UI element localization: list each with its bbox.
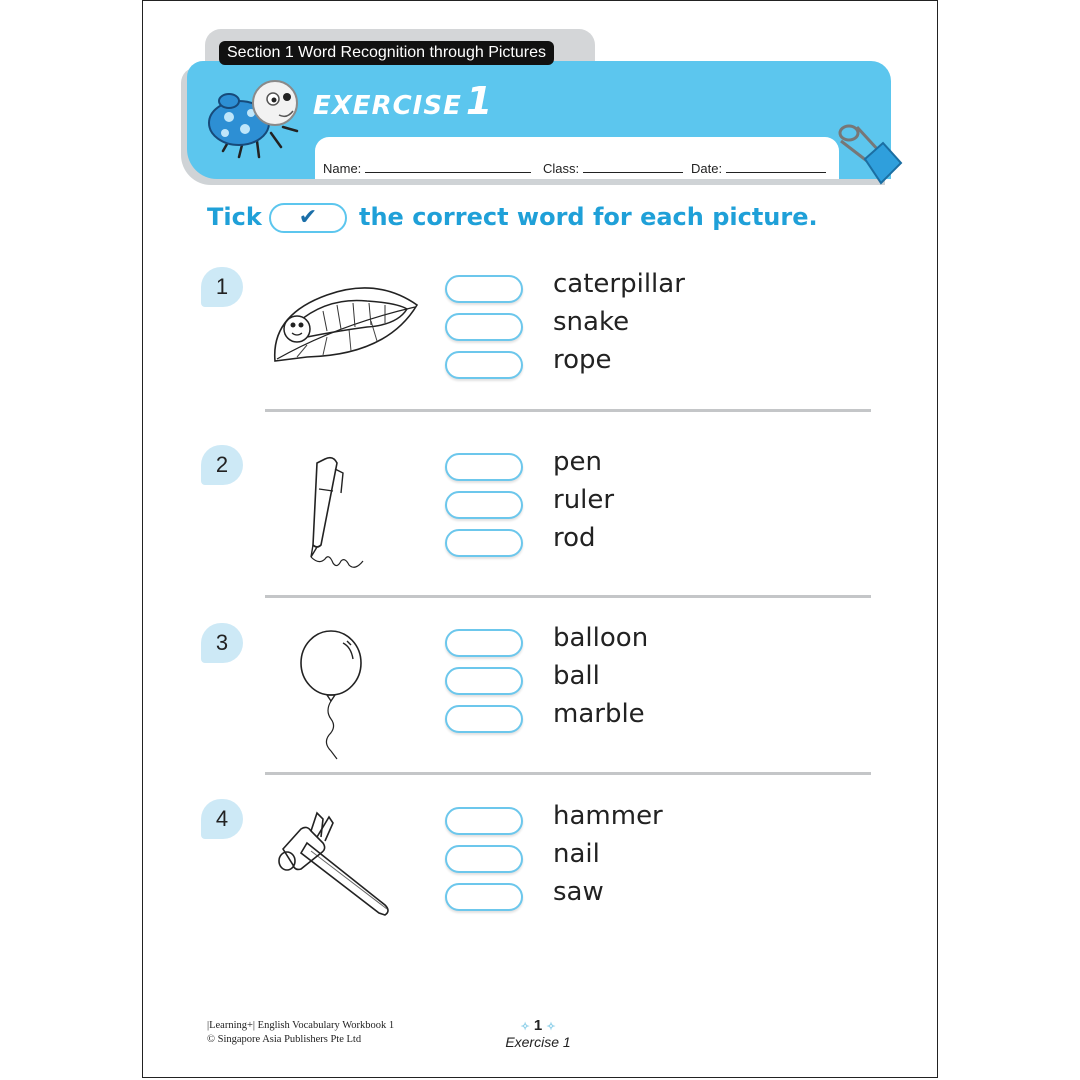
section-label: Section 1 Word Recognition through Pictures [219,41,554,65]
option-word: snake [553,307,630,337]
exercise-number: 1 [465,79,494,123]
option-word: nail [553,839,600,869]
page-number-line [483,1017,593,1034]
answer-checkbox[interactable] [445,275,523,303]
option-word: ruler [553,485,615,515]
footer-copyright: © Singapore Asia Publishers Pte Ltd [207,1034,362,1045]
diamond-icon: ✧ [520,1021,530,1033]
answer-checkbox[interactable] [445,807,523,835]
footer-exercise-label: Exercise 1 [505,1034,571,1050]
option-word: ball [553,661,600,691]
question-number: 4 [201,799,243,839]
instruction-tick-word: Tick [207,203,262,231]
answer-checkbox[interactable] [445,351,523,379]
binder-clip-icon [835,121,905,191]
pen-picture [267,453,427,577]
answer-checkbox[interactable] [445,529,523,557]
question-separator [265,595,871,598]
worksheet-page [142,0,938,1078]
class-label: Class: [543,161,580,176]
name-line[interactable] [365,162,531,173]
caterpillar-leaf-picture [267,275,427,365]
exercise-title [313,79,493,123]
footer-credits [207,1019,394,1047]
question-number: 2 [201,445,243,485]
option-word: balloon [553,623,649,653]
question-4 [143,799,939,949]
answer-checkbox[interactable] [445,883,523,911]
date-field[interactable] [691,161,826,176]
question-separator [265,772,871,775]
option-word: pen [553,447,602,477]
option-word: caterpillar [553,269,685,299]
question-1 [143,267,939,417]
footer-page-info [483,1017,593,1050]
question-separator [265,409,871,412]
instruction-text: the correct word for each picture. [359,203,818,231]
option-word: hammer [553,801,663,831]
question-3 [143,623,939,773]
option-word: marble [553,699,645,729]
hammer-picture [267,809,427,919]
answer-checkbox[interactable] [445,845,523,873]
option-word: rope [553,345,612,375]
question-number: 3 [201,623,243,663]
exercise-word: EXERCISE [313,91,462,121]
option-word: saw [553,877,604,907]
date-line[interactable] [726,162,826,173]
page-number: 1 [533,1017,543,1034]
question-number: 1 [201,267,243,307]
name-label: Name: [323,161,362,176]
tick-example-box: ✔ [269,203,347,233]
class-line[interactable] [583,162,683,173]
balloon-picture [267,629,427,763]
name-field[interactable] [323,161,531,176]
question-2 [143,445,939,595]
diamond-icon: ✧ [546,1021,556,1033]
class-field[interactable] [543,161,683,176]
ladybug-mascot-icon [201,71,311,163]
answer-checkbox[interactable] [445,667,523,695]
option-word: rod [553,523,596,553]
answer-checkbox[interactable] [445,705,523,733]
student-info-strip [315,137,839,179]
date-label: Date: [691,161,723,176]
answer-checkbox[interactable] [445,629,523,657]
answer-checkbox[interactable] [445,313,523,341]
answer-checkbox[interactable] [445,453,523,481]
answer-checkbox[interactable] [445,491,523,519]
footer-book-title: |Learning+| English Vocabulary Workbook 1 [207,1020,395,1031]
